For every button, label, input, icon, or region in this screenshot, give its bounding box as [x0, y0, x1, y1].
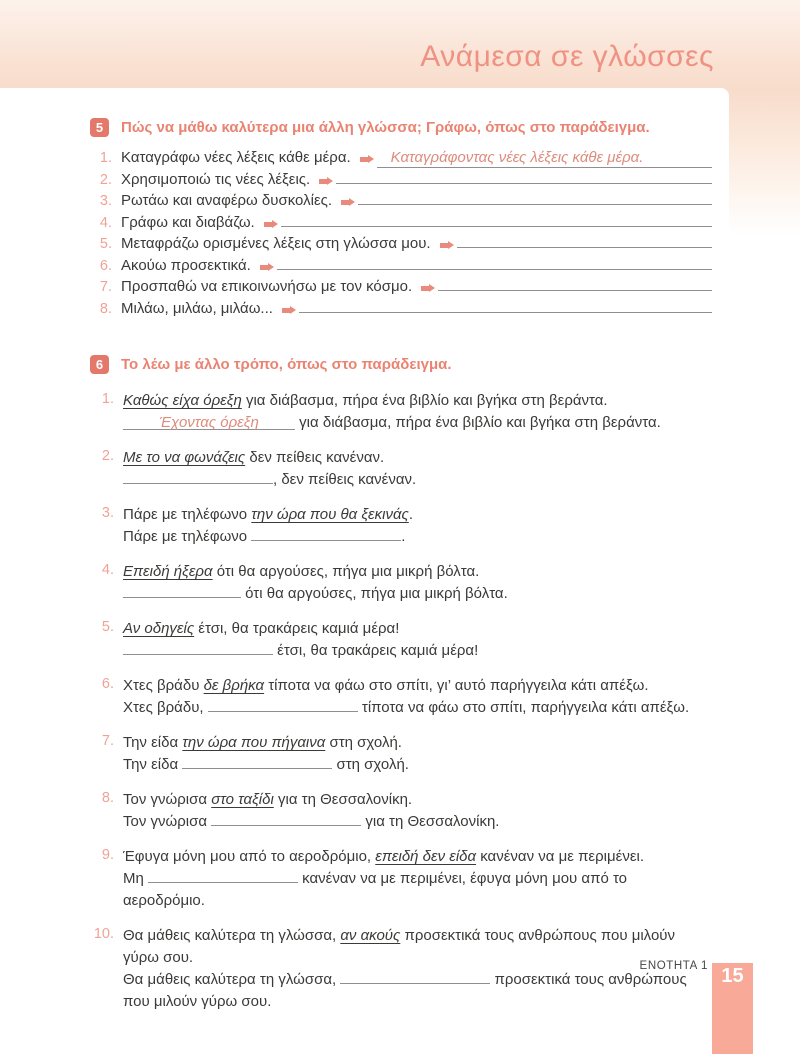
underlined-phrase: την ώρα που πήγαινα [182, 734, 326, 751]
item-body [123, 561, 712, 605]
original-sentence [123, 732, 712, 754]
underlined-phrase: Αν οδηγείς [123, 620, 195, 637]
exercise6-header [90, 355, 712, 374]
page-number-tab [712, 963, 753, 1054]
rewrite-sentence [123, 640, 712, 662]
item-number: 2. [99, 171, 112, 188]
rewrite-sentence [123, 412, 712, 434]
item-number: 7. [99, 279, 112, 295]
exercise6-number-badge: 6 [90, 355, 109, 374]
item-prompt: Χρησιμοποιώ τις νέες λέξεις. [121, 170, 311, 188]
exercise6-item [90, 846, 712, 912]
item-body [123, 925, 712, 1013]
exercise6-item [90, 447, 712, 491]
item-number: 4. [99, 214, 112, 231]
text-segment: Μη [123, 870, 149, 887]
item-body [123, 675, 712, 719]
exercise5-item [90, 214, 712, 236]
text-segment: για τη Θεσσαλονίκη. [361, 813, 500, 830]
arrow-right-icon [341, 200, 349, 205]
answer-blank[interactable] [281, 225, 712, 227]
underlined-phrase: επειδή δεν είδα [375, 848, 477, 865]
item-body [123, 447, 712, 491]
text-segment: προσεκτικά τους ανθρώπους που μιλούν γύρω σου. [123, 971, 687, 1010]
fill-in-blank[interactable] [123, 583, 241, 598]
item-prompt: Καταγράφω νέες λέξεις κάθε μέρα. [121, 149, 351, 166]
exercise5-item [90, 300, 712, 322]
item-number: 1. [99, 150, 112, 166]
item-number: 6. [101, 676, 114, 692]
item-number: 7. [101, 733, 114, 749]
exercise5-number-badge: 5 [90, 118, 109, 137]
answer-blank[interactable] [336, 182, 712, 184]
answer-blank[interactable] [277, 268, 712, 270]
item-number: 5. [101, 619, 114, 635]
item-body [123, 390, 712, 434]
fill-in-blank[interactable] [148, 868, 298, 883]
fill-in-blank[interactable] [251, 526, 401, 541]
answer-blank[interactable]: Καταγράφοντας νέες λέξεις κάθε μέρα. [377, 149, 712, 168]
item-number: 3. [101, 505, 114, 521]
rewrite-sentence [123, 469, 712, 491]
text-segment: ότι θα αργούσες, πήγα μια μικρή βόλτα. [212, 563, 480, 580]
text-segment: ότι θα αργούσες, πήγα μια μικρή βόλτα. [241, 585, 508, 602]
underlined-phrase: Επειδή ήξερα [123, 563, 213, 580]
arrow-right-icon [260, 265, 268, 270]
item-number: 4. [101, 562, 114, 578]
underlined-phrase: στο ταξίδι [211, 791, 274, 808]
text-segment: Πάρε με τηλέφωνο [123, 528, 252, 545]
text-segment: . [408, 506, 413, 523]
text-segment: Θα μάθεις καλύτερα τη γλώσσα, [123, 971, 341, 988]
underlined-phrase: αν ακούς [340, 927, 401, 944]
text-segment: . [401, 528, 406, 545]
text-segment: έτσι, θα τρακάρεις καμιά μέρα! [194, 620, 400, 637]
exercise5-header [90, 118, 712, 137]
item-prompt: Προσπαθώ να επικοινωνήσω με τον κόσμο. [121, 278, 413, 295]
rewrite-sentence [123, 811, 712, 833]
exercise6-item [90, 789, 712, 833]
answer-blank[interactable] [457, 246, 712, 248]
original-sentence [123, 925, 712, 969]
arrow-right-icon [421, 286, 429, 291]
exercise5-item [90, 192, 712, 214]
fill-in-blank[interactable] [340, 969, 490, 984]
text-segment: , δεν πείθεις κανέναν. [273, 471, 417, 488]
arrow-right-icon [264, 222, 272, 227]
text-segment: Θα μάθεις καλύτερα τη γλώσσα, [123, 927, 341, 944]
item-body [123, 504, 712, 548]
fill-in-blank[interactable] [123, 640, 273, 655]
content-card [0, 88, 729, 1054]
item-body [123, 618, 712, 662]
item-number: 8. [99, 300, 112, 317]
rewrite-sentence [123, 868, 712, 912]
item-number: 2. [101, 448, 114, 464]
exercise5-item [90, 257, 712, 279]
text-segment: Τον γνώρισα [123, 791, 212, 808]
text-segment: Την είδα [123, 734, 183, 751]
text-segment: στη σχολή. [325, 734, 402, 751]
rewrite-sentence [123, 754, 712, 776]
text-segment: τίποτα να φάω στο σπίτι, γι’ αυτό παρήγγειλα κάτι απέξω. [264, 677, 649, 694]
underlined-phrase: Με το να φωνάζεις [123, 449, 246, 466]
text-segment: Χτες βράδυ, [123, 699, 208, 716]
exercise6-item [90, 504, 712, 548]
fill-in-blank[interactable] [208, 697, 358, 712]
item-body [123, 732, 712, 776]
fill-in-blank[interactable]: Έχοντας όρεξη [123, 415, 295, 430]
original-sentence [123, 675, 712, 697]
text-segment: για τη Θεσσαλονίκη. [273, 791, 413, 808]
underlined-phrase: δε βρήκα [203, 677, 265, 694]
exercise6-item [90, 561, 712, 605]
arrow-right-icon [319, 179, 327, 184]
text-segment: Πάρε με τηλέφωνο [123, 506, 252, 523]
underlined-phrase: Καθώς είχα όρεξη [123, 392, 242, 409]
exercise6-item [90, 390, 712, 434]
exercise6-item [90, 618, 712, 662]
item-prompt: Ρωτάω και αναφέρω δυσκολίες. [121, 192, 333, 209]
item-number: 9. [101, 847, 114, 863]
text-segment: Την είδα [123, 756, 183, 773]
answer-blank[interactable] [438, 289, 712, 291]
item-prompt: Μιλάω, μιλάω, μιλάω... [121, 299, 273, 317]
text-segment: για διάβασμα, πήρα ένα βιβλίο και βγήκα στη βεράντα. [241, 392, 608, 409]
item-prompt: Μεταφράζω ορισμένες λέξεις στη γλώσσα μου. [121, 235, 431, 252]
item-number: 8. [101, 790, 114, 806]
exercise5-item [90, 149, 712, 171]
item-prompt: Ακούω προσεκτικά. [121, 256, 251, 274]
text-segment: για διάβασμα, πήρα ένα βιβλίο και βγήκα στη βεράντα. [295, 414, 661, 431]
item-number: 6. [99, 257, 112, 274]
rewrite-sentence [123, 697, 712, 719]
answer-blank[interactable] [358, 203, 712, 205]
rewrite-sentence [123, 969, 712, 1013]
item-number: 1. [101, 391, 114, 407]
text-segment: προσεκτικά τους ανθρώπους που μιλούν γύρω σου. [123, 927, 676, 966]
page-title: Ανάμεσα σε γλώσσες [420, 40, 714, 73]
text-segment: δεν πείθεις κανέναν. [245, 449, 385, 466]
exercise6-item [90, 925, 712, 1013]
original-sentence [123, 618, 712, 640]
original-sentence [123, 447, 712, 469]
item-number: 5. [99, 236, 112, 252]
exercise5-item [90, 278, 712, 300]
original-sentence [123, 390, 712, 412]
text-segment: στη σχολή. [332, 756, 409, 773]
text-segment: τίποτα να φάω στο σπίτι, παρήγγειλα κάτι απέξω. [357, 699, 690, 716]
item-prompt: Γράφω και διαβάζω. [121, 213, 255, 231]
exercise5-title: Πώς να μάθω καλύτερα μια άλλη γλώσσα; Γράφω, όπως στο παράδειγμα. [121, 119, 650, 136]
fill-in-blank[interactable] [123, 469, 273, 484]
arrow-right-icon [360, 157, 368, 162]
exercise5-item [90, 235, 712, 257]
original-sentence [123, 846, 712, 868]
rewrite-sentence [123, 583, 712, 605]
original-sentence [123, 504, 712, 526]
underlined-phrase: την ώρα που θα ξεκινάς [251, 506, 409, 523]
exercise6-list [90, 390, 712, 1013]
section-label: ΕΝΟΤΗΤΑ 1 [639, 960, 708, 972]
text-segment: Χτες βράδυ [123, 677, 204, 694]
page-number: 15 [721, 965, 744, 987]
arrow-right-icon [282, 308, 290, 313]
exercise5-section [90, 118, 712, 321]
exercise5-list [90, 149, 712, 321]
fill-in-blank[interactable] [211, 811, 361, 826]
text-segment: Έφυγα μόνη μου από το αεροδρόμιο, [123, 848, 376, 865]
fill-in-blank[interactable] [182, 754, 332, 769]
arrow-right-icon [440, 243, 448, 248]
item-number: 10. [93, 926, 114, 942]
original-sentence [123, 789, 712, 811]
text-segment: έτσι, θα τρακάρεις καμιά μέρα! [273, 642, 479, 659]
exercise5-item [90, 171, 712, 193]
answer-blank[interactable] [299, 311, 712, 313]
item-body [123, 846, 712, 912]
exercise6-title: Το λέω με άλλο τρόπο, όπως στο παράδειγμα. [121, 356, 452, 373]
text-segment: Τον γνώρισα [123, 813, 212, 830]
text-segment: κανέναν να με περιμένει. [476, 848, 644, 865]
item-number: 3. [99, 193, 112, 209]
text-segment: κανέναν να με περιμένει, έφυγα μόνη μου από το αεροδρόμιο. [123, 870, 628, 909]
rewrite-sentence [123, 526, 712, 548]
exercise6-item [90, 732, 712, 776]
exercise6-section [90, 355, 712, 1013]
exercise6-item [90, 675, 712, 719]
item-body [123, 789, 712, 833]
original-sentence [123, 561, 712, 583]
